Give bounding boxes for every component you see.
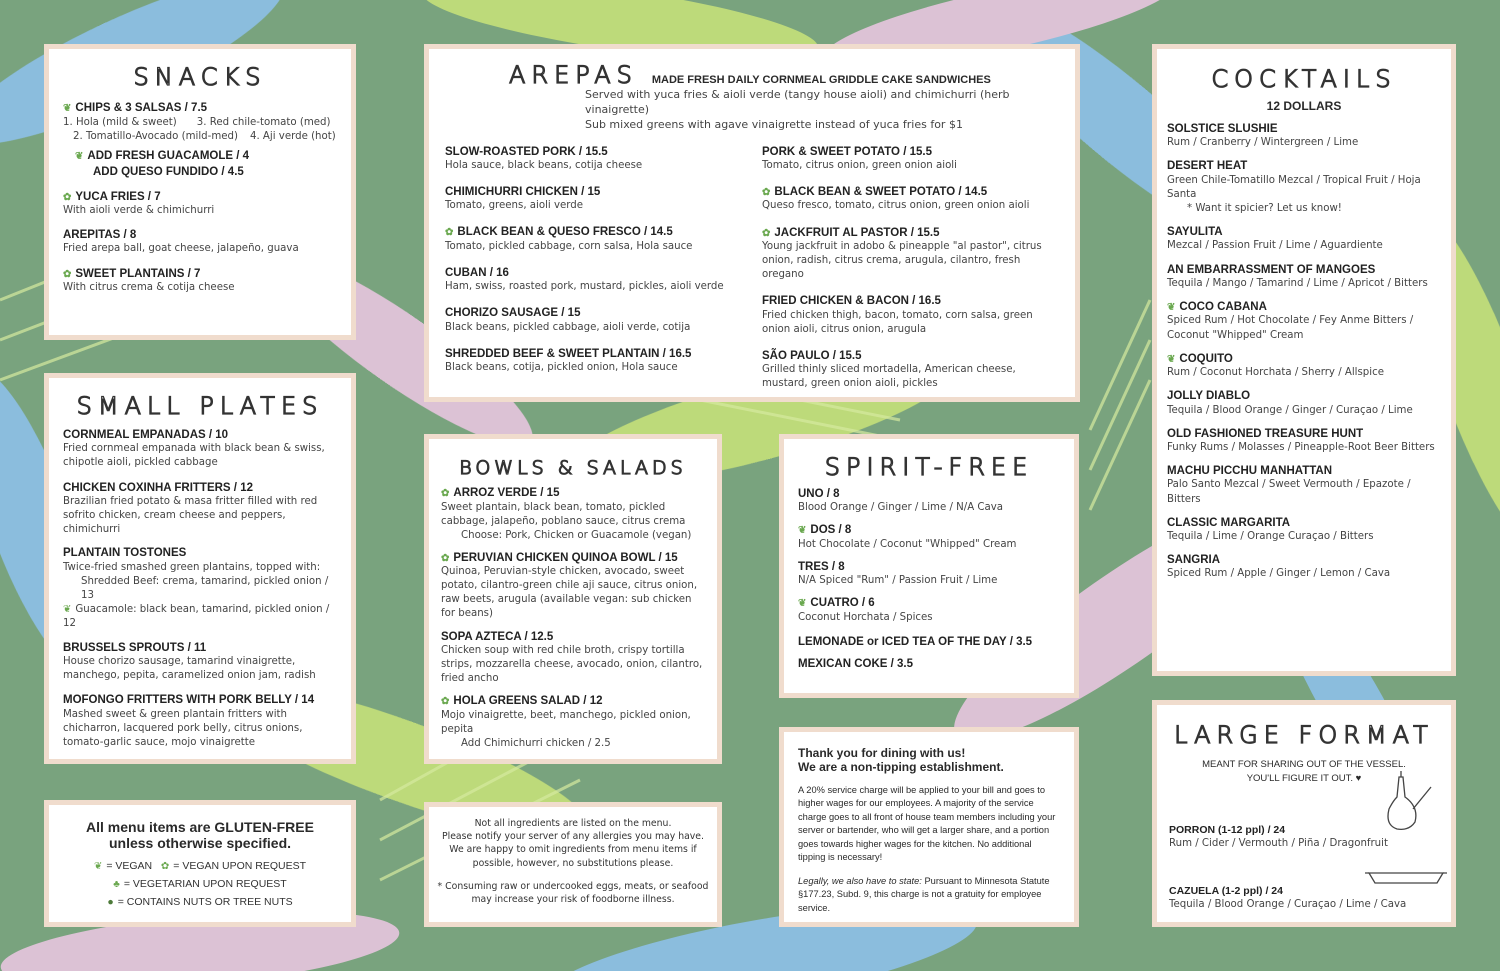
tostones-desc: Twice-fried smashed green plantains, topped with: (63, 561, 321, 573)
bowl-item-name: ✿ ARROZ VERDE / 15 (441, 487, 560, 499)
heart-icon: ♥ (1355, 773, 1362, 784)
leaf-icon: ✿ (445, 227, 454, 239)
snack-item-desc: With aioli verde & chimichurri (63, 205, 215, 217)
spirit-free-item-name: ❦ CUATRO / 6 (798, 597, 875, 610)
small-plate-item-desc: House chorizo sausage, tamarind vinaigrette, manchego, pepita, caramelized onion jam, radish (63, 656, 316, 682)
leaf-icon: ✿ (441, 696, 450, 708)
arepa-item-desc: Hola sauce, black beans, cotija cheese (445, 159, 643, 171)
arepa-item-desc: Fried chicken thigh, bacon, tomato, corn salsa, green onion aioli, citrus onion, arugula (762, 309, 1033, 335)
thanks-l2: We are a non-tipping establishment. (798, 760, 1004, 774)
arepa-item-desc: Black beans, cotija, pickled onion, Hola sauce (445, 362, 678, 374)
porron-name: PORRON (1-12 ppl) / 24 (1169, 824, 1286, 836)
plantain-tostones: PLANTAIN TOSTONES (63, 547, 187, 560)
bowl-item-name: ✿ HOLA GREENS SALAD / 12 (441, 695, 603, 708)
allergy-l3: We are happy to omit ingredients from menu items if (449, 844, 697, 856)
arepa-item-name: SÃO PAULO / 15.5 (762, 349, 862, 362)
sprout-icon: ❦ (63, 603, 72, 615)
spirit-free-item-desc: Blood Orange / Ginger / Lime / N/A Cava (798, 502, 1004, 514)
cocktail-item-name: ❦ COQUITO (1167, 352, 1233, 365)
arepa-item-name: SLOW-ROASTED PORK / 15.5 (445, 145, 608, 158)
sprout-icon: ❦ (75, 150, 84, 162)
cocktail-item-desc: Rum / Coconut Horchata / Sherry / Allspice (1167, 367, 1384, 379)
leaf-icon: ✿ (63, 191, 72, 203)
cocktail-item-desc: Green Chile-Tomatillo Mezcal / Tropical Fruit / Hoja Santa (1167, 174, 1421, 200)
cazuela-dish-icon (1365, 867, 1447, 887)
arepa-item-name: ✿ BLACK BEAN & QUESO FRESCO / 14.5 (445, 226, 673, 239)
cocktail-item-desc: Palo Santo Mezcal / Sweet Vermouth / Epazote / Bitters (1167, 479, 1411, 505)
arepa-item-name: FRIED CHICKEN & BACON / 16.5 (762, 295, 941, 308)
spirit-free-item-name: UNO / 8 (798, 488, 840, 500)
cocktail-item-desc: Funky Rums / Molasses / Pineapple-Root Beer Bitters (1167, 442, 1435, 454)
spirit-free-item-desc: Coconut Horchata / Spices (798, 611, 933, 623)
cocktail-item-name: CLASSIC MARGARITA (1167, 516, 1291, 529)
allergy-l6: may increase your risk of foodborne illness. (471, 893, 675, 905)
arepa-item-desc: Black beans, pickled cabbage, aioli verde, cotija (445, 321, 691, 333)
bowl-item-name: SOPA AZTECA / 12.5 (441, 630, 554, 643)
chips-salsas: ❦ CHIPS & 3 SALSAS / 7.5 (63, 102, 208, 114)
sprout-icon: ❦ (798, 525, 807, 537)
allergy-l2: Please notify your server of any allergies you may have. (442, 831, 704, 843)
arepas-sub: Sub mixed greens with agave vinaigrette instead of yuca fries for $1 (585, 118, 963, 132)
arepa-item-name: CHORIZO SAUSAGE / 15 (445, 307, 581, 320)
sprout-icon: ❦ (63, 103, 72, 114)
cocktail-item-name: OLD FASHIONED TREASURE HUNT (1167, 427, 1364, 440)
bowl-item-desc: Quinoa, Peruvian-style chicken, avocado, sweet potato, cilantro-green chile aji sauce, citrus onion, raw beets, arugula (available vegan: sub chicken for beans) (441, 566, 698, 620)
cocktail-item-desc: Spiced Rum / Apple / Ginger / Lemon / Cava (1167, 568, 1391, 580)
mexican-coke: MEXICAN COKE / 3.5 (798, 658, 914, 671)
leaf-icon: ✿ (63, 268, 72, 280)
arepas-title: AREPAS (509, 61, 638, 89)
salsa-2: 2. Tomatillo-Avocado (mild-med) (73, 130, 238, 142)
bowl-item-desc: Sweet plantain, black bean, tomato, pickled cabbage, jalapeño, poblano sauce, citrus crema (441, 501, 686, 527)
arepas-card (424, 44, 1080, 402)
allergy-l4: possible, however, no substitutions please. (472, 857, 674, 869)
small-plate-item-desc: Brazilian fried potato & masa fritter filled with red sofrito chicken, cream cheese and peppers, chimichurri (63, 495, 318, 536)
sprout-icon: ❦ (93, 861, 103, 872)
add-queso: ADD QUESO FUNDIDO / 4.5 (93, 166, 244, 179)
snack-item-name: ✿ YUCA FRIES / 7 (63, 190, 161, 203)
cocktail-item-name: SAYULITA (1167, 226, 1223, 239)
snack-item-desc: Fried arepa ball, goat cheese, jalapeño, guava (63, 243, 299, 255)
spirit-free-item-name: TRES / 8 (798, 561, 845, 574)
arepa-item-desc: Tomato, greens, aioli verde (445, 200, 584, 212)
cocktail-item-desc: Mezcal / Passion Fruit / Lime / Aguardiente (1167, 240, 1383, 252)
arepa-item-desc: Grilled thinly sliced mortadella, American cheese, mustard, green onion aioli, pickles (762, 364, 1016, 390)
cocktail-item-name: AN EMBARRASSMENT OF MANGOES (1167, 263, 1376, 276)
arepas-subtitle: MADE FRESH DAILY CORNMEAL GRIDDLE CAKE SANDWICHES (651, 74, 991, 86)
leaf-icon: ✿ (441, 488, 450, 499)
leaf-icon: ✿ (441, 552, 450, 564)
arepa-item-name: ✿ JACKFRUIT AL PASTOR / 15.5 (762, 226, 940, 239)
palm-icon: ♣ (113, 879, 120, 891)
nut-icon: ● (107, 896, 114, 909)
arepa-item-desc: Young jackfruit in adobo & pineapple "al pastor", citrus onion, radish, citrus crema, arugula, cilantro, fresh oregano (762, 241, 1042, 281)
cocktail-item-desc: Tequila / Lime / Orange Curaçao / Bitters (1167, 531, 1374, 543)
arepa-item-desc: Queso fresco, tomato, citrus onion, green onion aioli (762, 200, 1030, 212)
salsa-1: 1. Hola (mild & sweet) (63, 116, 177, 128)
spirit-free-item-desc: Hot Chocolate / Coconut "Whipped" Cream (798, 538, 1017, 550)
arepa-item-name: SHREDDED BEEF & SWEET PLANTAIN / 16.5 (445, 347, 692, 360)
cocktail-item-name: SANGRIA (1167, 554, 1221, 567)
cocktail-item-name: ❦ COCO CABANA (1167, 300, 1267, 313)
arepa-item-name: ✿ BLACK BEAN & SWEET POTATO / 14.5 (762, 185, 988, 198)
sprout-icon: ❦ (798, 598, 807, 610)
cocktails-price: 12 DOLLARS (1266, 99, 1342, 113)
salsa-options (63, 116, 337, 144)
spirit-free-item-name: ❦ DOS / 8 (798, 524, 852, 537)
allergy-card (424, 802, 722, 927)
snack-item-name: AREPITAS / 8 (63, 229, 137, 242)
sprout-icon: ❦ (1167, 301, 1176, 313)
bowl-item-desc: Mojo vinaigrette, beet, manchego, pickled onion, pepita (441, 709, 691, 735)
cocktail-item-desc: Tequila / Blood Orange / Ginger / Curaçao / Lime (1167, 404, 1413, 416)
cocktail-item-desc: Spiced Rum / Hot Chocolate / Fey Anme Bitters / Coconut "Whipped" Cream (1167, 315, 1414, 341)
thanks-legal: Legally, we also have to state: Pursuant to Minnesota Statute §177.23, Subd. 9, this charge is not a gratuity for employee service. (798, 875, 1050, 913)
spirit-free-card (779, 434, 1079, 698)
cocktail-item-name: MACHU PICCHU MANHATTAN (1167, 465, 1333, 478)
sprout-icon: ❦ (1167, 353, 1176, 365)
large-format-title: LARGE FORMAT (1174, 721, 1434, 749)
arepa-item-desc: Ham, swiss, roasted pork, mustard, pickles, aioli verde (445, 281, 724, 293)
leaf-icon: ✿ (160, 861, 170, 872)
cocktail-item-extra: * Want it spicier? Let us know! (1187, 202, 1342, 214)
cocktail-item-name: JOLLY DIABLO (1167, 390, 1251, 403)
add-guacamole: ❦ ADD FRESH GUACAMOLE / 4 (75, 149, 250, 162)
arepa-item-desc: Tomato, citrus onion, green onion aioli (762, 159, 957, 171)
snacks-title: SNACKS (133, 63, 267, 91)
gluten-line2: unless otherwise specified. (108, 835, 292, 851)
thanks-body: A 20% service charge will be applied to your bill and goes to higher wages for our employees. A majority of the service charge goes to all front of house team members including your server or bartender, who will get a larger share, and a portion goes towards higher wages for the kitchen. No additional tipping is necessary! (798, 785, 1056, 863)
small-plate-item-name: MOFONGO FRITTERS WITH PORK BELLY / 14 (63, 694, 315, 707)
leaf-icon: ✿ (762, 186, 771, 198)
bowls-salads-card (424, 434, 722, 764)
lf-l1: MEANT FOR SHARING OUT OF THE VESSEL. (1202, 759, 1406, 770)
cazuela-name: CAZUELA (1-2 ppl) / 24 (1169, 885, 1283, 898)
allergy-l5: * Consuming raw or undercooked eggs, meats, or seafood (437, 880, 709, 892)
cocktail-item-name: SOLSTICE SLUSHIE (1167, 123, 1278, 135)
small-plate-item-desc: Mashed sweet & green plantain fritters with chicharron, lacquered pork belly, citrus onions, tomato-garlic sauce, mojo vinaigrette (63, 708, 303, 748)
leaf-icon: ✿ (762, 227, 771, 239)
bowl-item-extra: Add Chimichurri chicken / 2.5 (461, 737, 611, 749)
arepa-item-name: CHIMICHURRI CHICKEN / 15 (445, 185, 601, 198)
salsa-4: 4. Aji verde (hot) (249, 130, 336, 142)
small-plate-item-desc: Fried cornmeal empanada with black bean & swiss, chipotle aioli, pickled cabbage (63, 443, 325, 469)
cocktail-item-name: DESERT HEAT (1167, 160, 1248, 173)
snack-item-desc: With citrus crema & cotija cheese (63, 282, 235, 294)
cocktail-item-desc: Tequila / Mango / Tamarind / Lime / Apricot / Bitters (1167, 277, 1428, 289)
arepa-item-name: PORK & SWEET POTATO / 15.5 (762, 145, 932, 158)
snack-item-name: ✿ SWEET PLANTAINS / 7 (63, 267, 201, 280)
allergy-l1: Not all ingredients are listed on the menu. (474, 818, 672, 829)
gluten-line1: All menu items are GLUTEN-FREE (86, 819, 314, 835)
spirit-free-title: SPIRIT-FREE (824, 453, 1034, 481)
salsa-3: 3. Red chile-tomato (med) (196, 116, 331, 128)
small-plates-card (44, 373, 356, 764)
large-format-card (1152, 700, 1456, 927)
porron-vessel-icon (1379, 767, 1435, 837)
cocktail-item-desc: Rum / Cranberry / Wintergreen / Lime (1167, 137, 1359, 149)
lemonade: LEMONADE or ICED TEA OF THE DAY / 3.5 (798, 636, 1033, 649)
thanks-l1: Thank you for dining with us! (798, 746, 966, 760)
small-plate-item-name: BRUSSELS SPROUTS / 11 (63, 641, 207, 654)
bowl-item-desc: Chicken soup with red chile broth, crispy tortilla strips, mozzarella cheese, avocado, onion, cilantro, fried ancho (441, 644, 703, 685)
gluten-free-card (44, 800, 356, 927)
arepas-served: Served with yuca fries & aioli verde (tangy house aioli) and chimichurri (herb vinaigrette) (585, 88, 1010, 117)
arepa-item-name: CUBAN / 16 (445, 267, 509, 279)
small-plate-item-name: CORNMEAL EMPANADAS / 10 (63, 429, 229, 441)
tostones-opt2: ❦ Guacamole: black bean, tamarind, pickled onion / 12 (63, 603, 330, 629)
porron-desc: Rum / Cider / Vermouth / Piña / Dragonfruit (1169, 838, 1388, 850)
legend: ❦ = VEGAN ✿ = VEGAN UPON REQUEST ♣ = VEGETARIAN UPON REQUEST ● = CONTAINS NUTS OR TREE NUTS (93, 860, 307, 909)
spirit-free-item-desc: N/A Spiced "Rum" / Passion Fruit / Lime (798, 575, 998, 587)
bowl-item-extra: Choose: Pork, Chicken or Guacamole (vegan) (461, 529, 692, 541)
thanks-card (779, 727, 1079, 927)
bowl-item-name: ✿ PERUVIAN CHICKEN QUINOA BOWL / 15 (441, 551, 678, 564)
small-plate-item-name: CHICKEN COXINHA FRITTERS / 12 (63, 481, 253, 494)
small-plates-title: SMALL PLATES (76, 392, 324, 420)
lf-l2: YOU'LL FIGURE IT OUT. ♥ (1246, 773, 1362, 784)
cocktails-title: COCKTAILS (1211, 65, 1397, 93)
cocktails-card (1152, 44, 1456, 676)
tostones-opt1: Shredded Beef: crema, tamarind, pickled onion / 13 (81, 575, 329, 601)
arepa-item-desc: Tomato, pickled cabbage, corn salsa, Hola sauce (445, 240, 693, 252)
bowls-title: BOWLS & SALADS (459, 457, 687, 479)
snacks-card (44, 44, 356, 340)
cazuela-desc: Tequila / Blood Orange / Curaçao / Lime / Cava (1169, 899, 1407, 911)
